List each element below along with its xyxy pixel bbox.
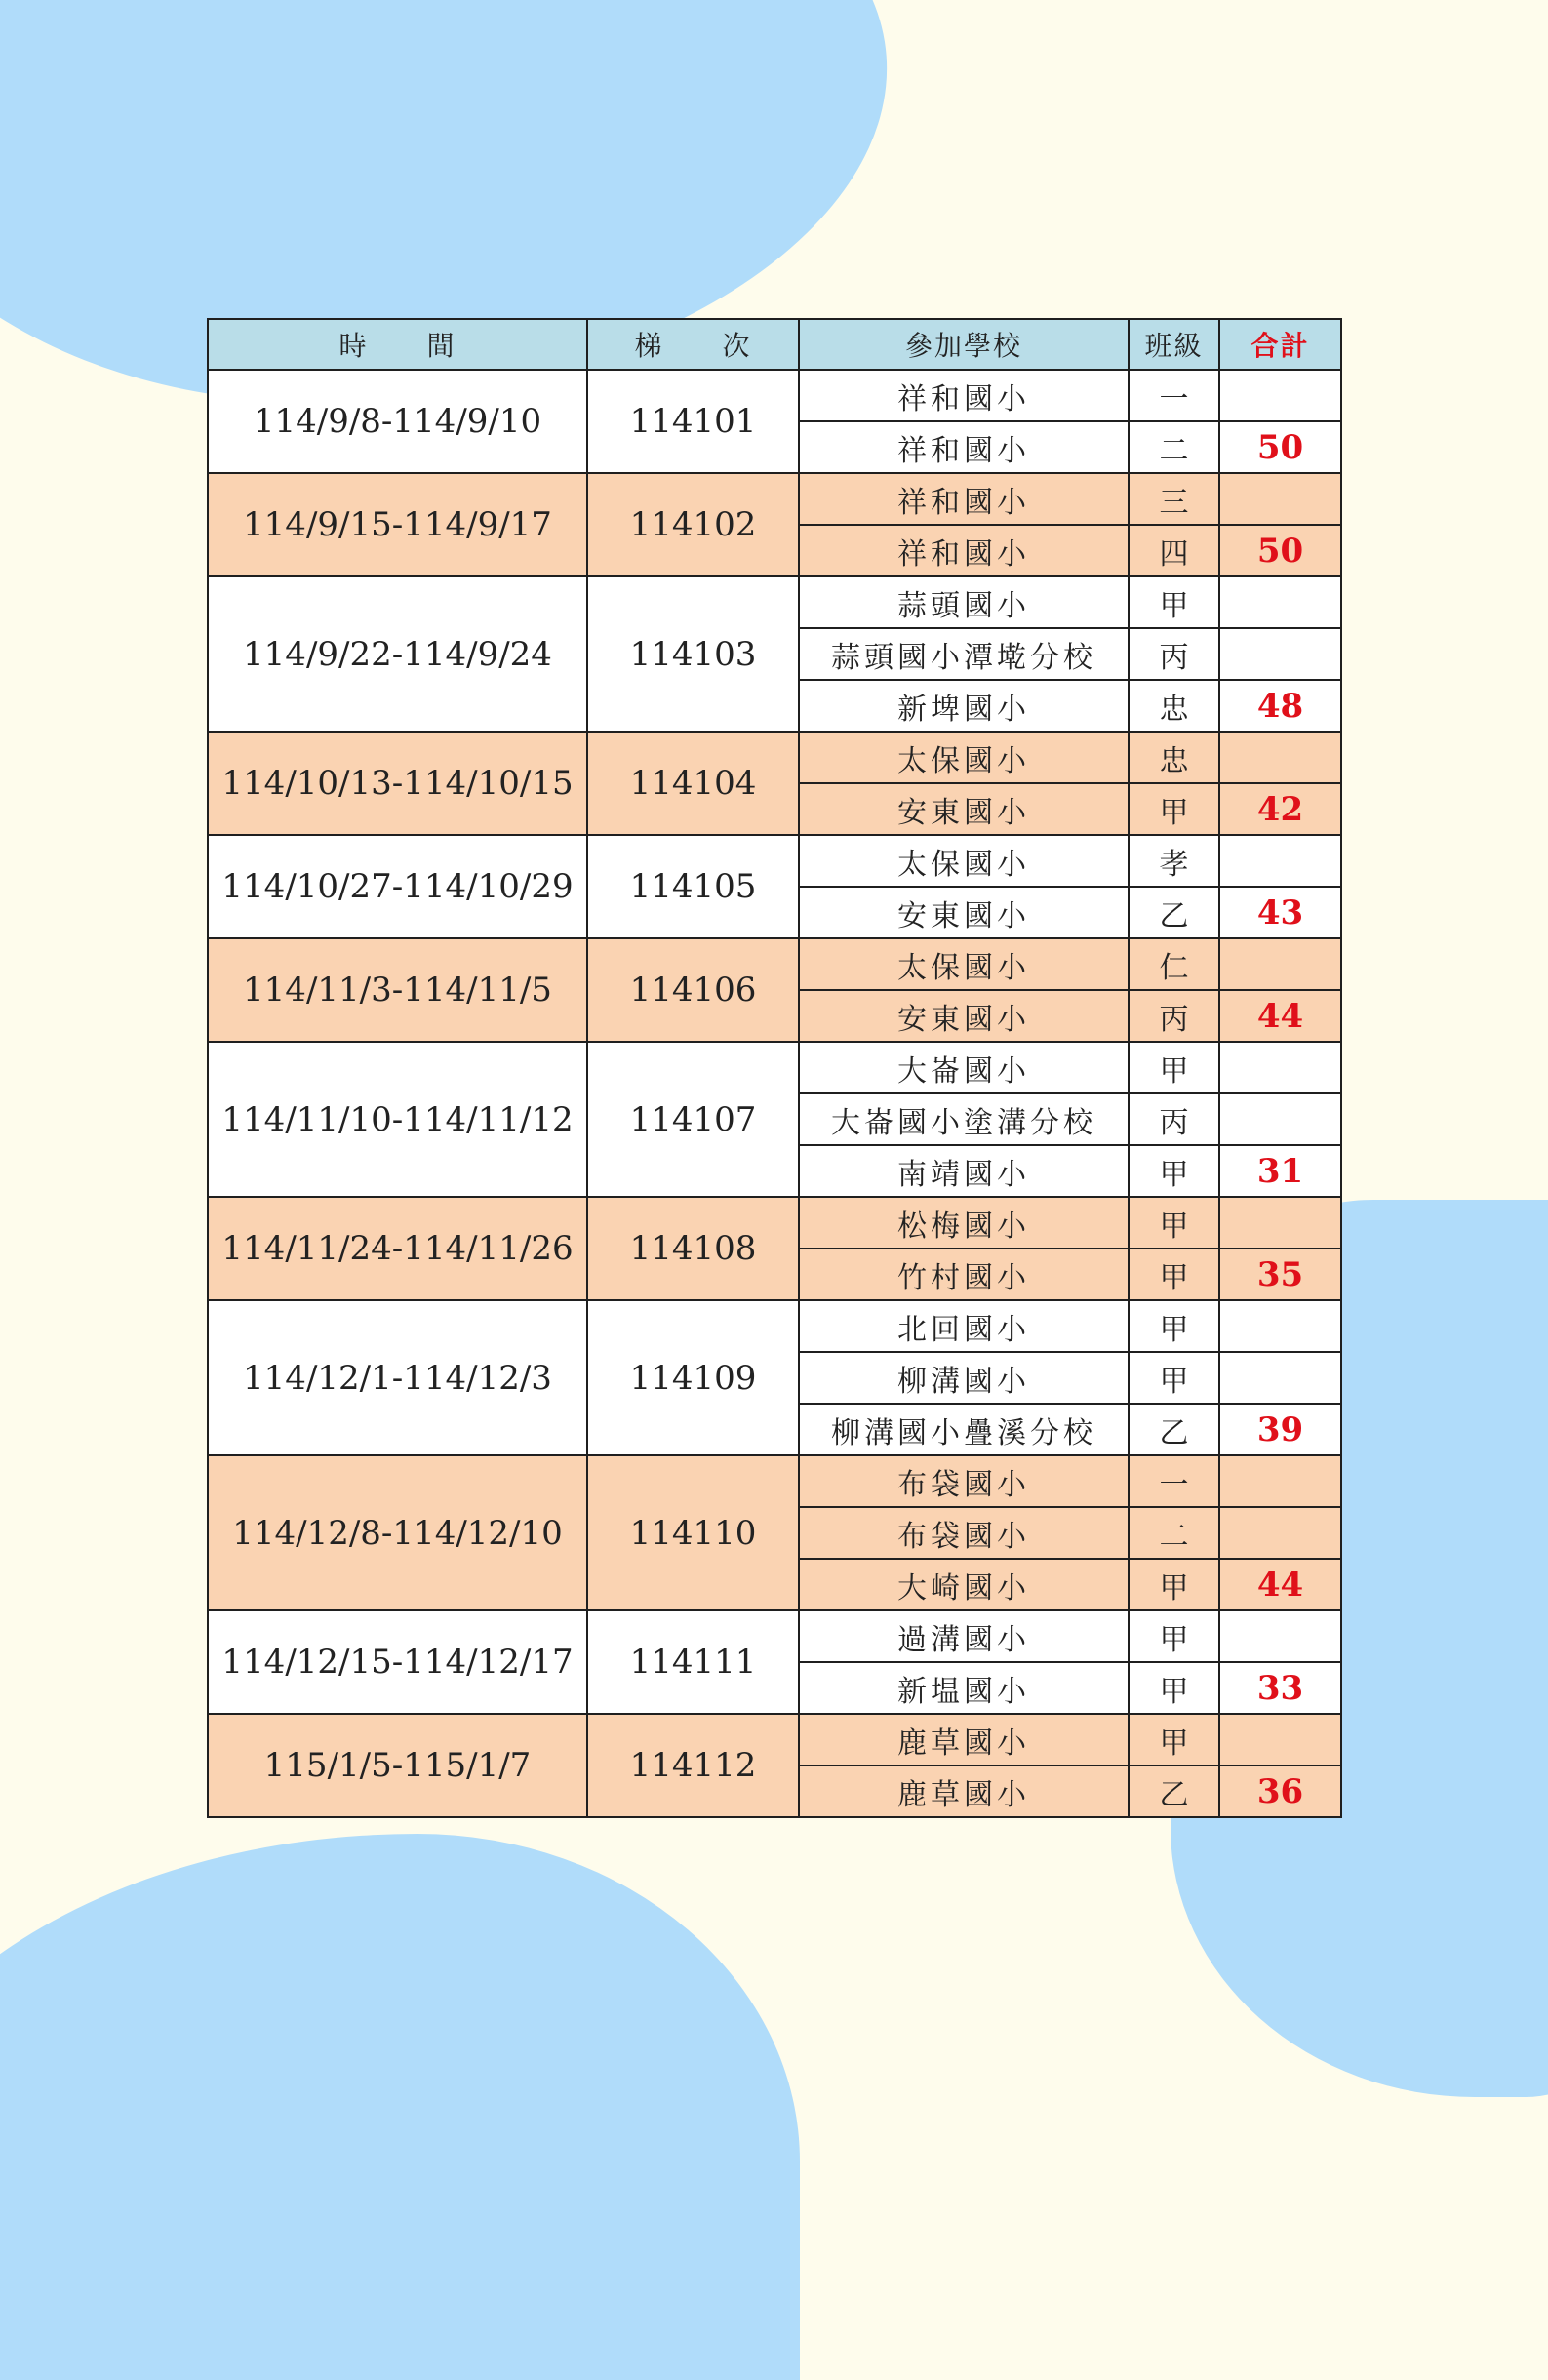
class-cell: 甲 [1129,1610,1219,1662]
total-cell [1219,1352,1341,1404]
total-cell: 31 [1219,1145,1341,1197]
total-cell [1219,938,1341,990]
class-cell: 乙 [1129,1765,1219,1817]
batch-cell: 114107 [587,1042,799,1197]
date-cell: 114/11/24-114/11/26 [208,1197,587,1300]
school-cell: 太保國小 [799,835,1129,887]
total-cell [1219,1714,1341,1765]
batch-cell: 114102 [587,473,799,576]
table-row [208,1610,1341,1662]
class-cell: 二 [1129,1507,1219,1559]
date-cell: 115/1/5-115/1/7 [208,1714,587,1817]
total-cell [1219,732,1341,783]
total-cell: 44 [1219,990,1341,1042]
table-row [208,938,1341,990]
class-cell: 三 [1129,473,1219,525]
total-cell [1219,628,1341,680]
date-cell: 114/12/8-114/12/10 [208,1455,587,1610]
date-cell: 114/11/10-114/11/12 [208,1042,587,1197]
school-cell: 柳溝國小疊溪分校 [799,1404,1129,1455]
school-cell: 竹村國小 [799,1249,1129,1300]
school-cell: 北回國小 [799,1300,1129,1352]
total-cell [1219,835,1341,887]
class-cell: 甲 [1129,1662,1219,1714]
school-cell: 新塭國小 [799,1662,1129,1714]
class-cell: 甲 [1129,576,1219,628]
school-cell: 大崙國小 [799,1042,1129,1093]
class-cell: 忠 [1129,680,1219,732]
class-cell: 二 [1129,421,1219,473]
batch-cell: 114106 [587,938,799,1042]
school-cell: 大崙國小塗溝分校 [799,1093,1129,1145]
total-cell: 50 [1219,525,1341,576]
class-cell: 孝 [1129,835,1219,887]
school-cell: 鹿草國小 [799,1714,1129,1765]
table-header [208,319,1341,370]
school-cell: 祥和國小 [799,525,1129,576]
total-cell: 36 [1219,1765,1341,1817]
header-class: 班級 [1129,319,1219,370]
class-cell: 丙 [1129,628,1219,680]
date-cell: 114/10/13-114/10/15 [208,732,587,835]
schedule-table [207,318,1342,1818]
school-cell: 柳溝國小 [799,1352,1129,1404]
total-cell [1219,1507,1341,1559]
total-cell: 33 [1219,1662,1341,1714]
total-cell: 44 [1219,1559,1341,1610]
batch-cell: 114111 [587,1610,799,1714]
class-cell: 丙 [1129,990,1219,1042]
total-cell [1219,1610,1341,1662]
total-cell: 42 [1219,783,1341,835]
total-cell [1219,1197,1341,1249]
date-cell: 114/11/3-114/11/5 [208,938,587,1042]
school-cell: 祥和國小 [799,370,1129,421]
batch-cell: 114103 [587,576,799,732]
class-cell: 甲 [1129,1352,1219,1404]
header-row [208,319,1341,370]
school-cell: 蒜頭國小潭墘分校 [799,628,1129,680]
class-cell: 甲 [1129,1145,1219,1197]
school-cell: 祥和國小 [799,473,1129,525]
class-cell: 甲 [1129,1249,1219,1300]
batch-cell: 114101 [587,370,799,473]
total-cell [1219,1455,1341,1507]
total-cell [1219,576,1341,628]
total-cell [1219,1300,1341,1352]
total-cell [1219,1093,1341,1145]
class-cell: 四 [1129,525,1219,576]
class-cell: 甲 [1129,1714,1219,1765]
class-cell: 一 [1129,1455,1219,1507]
total-cell [1219,1042,1341,1093]
class-cell: 甲 [1129,1197,1219,1249]
school-cell: 南靖國小 [799,1145,1129,1197]
school-cell: 太保國小 [799,732,1129,783]
table-row [208,1455,1341,1507]
date-cell: 114/9/8-114/9/10 [208,370,587,473]
total-cell: 50 [1219,421,1341,473]
batch-cell: 114109 [587,1300,799,1455]
header-school: 參加學校 [799,319,1129,370]
batch-cell: 114112 [587,1714,799,1817]
class-cell: 甲 [1129,783,1219,835]
header-time: 時 間 [208,319,587,370]
school-cell: 蒜頭國小 [799,576,1129,628]
date-cell: 114/12/1-114/12/3 [208,1300,587,1455]
class-cell: 甲 [1129,1042,1219,1093]
table-row [208,732,1341,783]
total-cell: 35 [1219,1249,1341,1300]
class-cell: 忠 [1129,732,1219,783]
school-cell: 太保國小 [799,938,1129,990]
school-cell: 鹿草國小 [799,1765,1129,1817]
batch-cell: 114108 [587,1197,799,1300]
class-cell: 仁 [1129,938,1219,990]
school-cell: 安東國小 [799,887,1129,938]
school-cell: 過溝國小 [799,1610,1129,1662]
table-body [208,370,1341,1817]
class-cell: 一 [1129,370,1219,421]
decorative-blob-bottom-left [0,1834,800,2380]
table-row [208,1300,1341,1352]
school-cell: 松梅國小 [799,1197,1129,1249]
school-cell: 布袋國小 [799,1507,1129,1559]
total-cell: 48 [1219,680,1341,732]
header-batch: 梯 次 [587,319,799,370]
total-cell: 39 [1219,1404,1341,1455]
date-cell: 114/10/27-114/10/29 [208,835,587,938]
class-cell: 丙 [1129,1093,1219,1145]
batch-cell: 114110 [587,1455,799,1610]
table-row [208,1042,1341,1093]
school-cell: 祥和國小 [799,421,1129,473]
header-total: 合計 [1219,319,1341,370]
class-cell: 乙 [1129,887,1219,938]
table-row [208,1197,1341,1249]
school-cell: 安東國小 [799,783,1129,835]
batch-cell: 114104 [587,732,799,835]
school-cell: 安東國小 [799,990,1129,1042]
school-cell: 大崎國小 [799,1559,1129,1610]
school-cell: 布袋國小 [799,1455,1129,1507]
total-cell [1219,473,1341,525]
date-cell: 114/12/15-114/12/17 [208,1610,587,1714]
total-cell: 43 [1219,887,1341,938]
school-cell: 新埤國小 [799,680,1129,732]
total-cell [1219,370,1341,421]
class-cell: 甲 [1129,1300,1219,1352]
schedule-table-container [207,318,1340,1818]
table-row [208,370,1341,421]
table-row [208,473,1341,525]
class-cell: 乙 [1129,1404,1219,1455]
table-row [208,1714,1341,1765]
date-cell: 114/9/22-114/9/24 [208,576,587,732]
batch-cell: 114105 [587,835,799,938]
date-cell: 114/9/15-114/9/17 [208,473,587,576]
class-cell: 甲 [1129,1559,1219,1610]
table-row [208,835,1341,887]
table-row [208,576,1341,628]
